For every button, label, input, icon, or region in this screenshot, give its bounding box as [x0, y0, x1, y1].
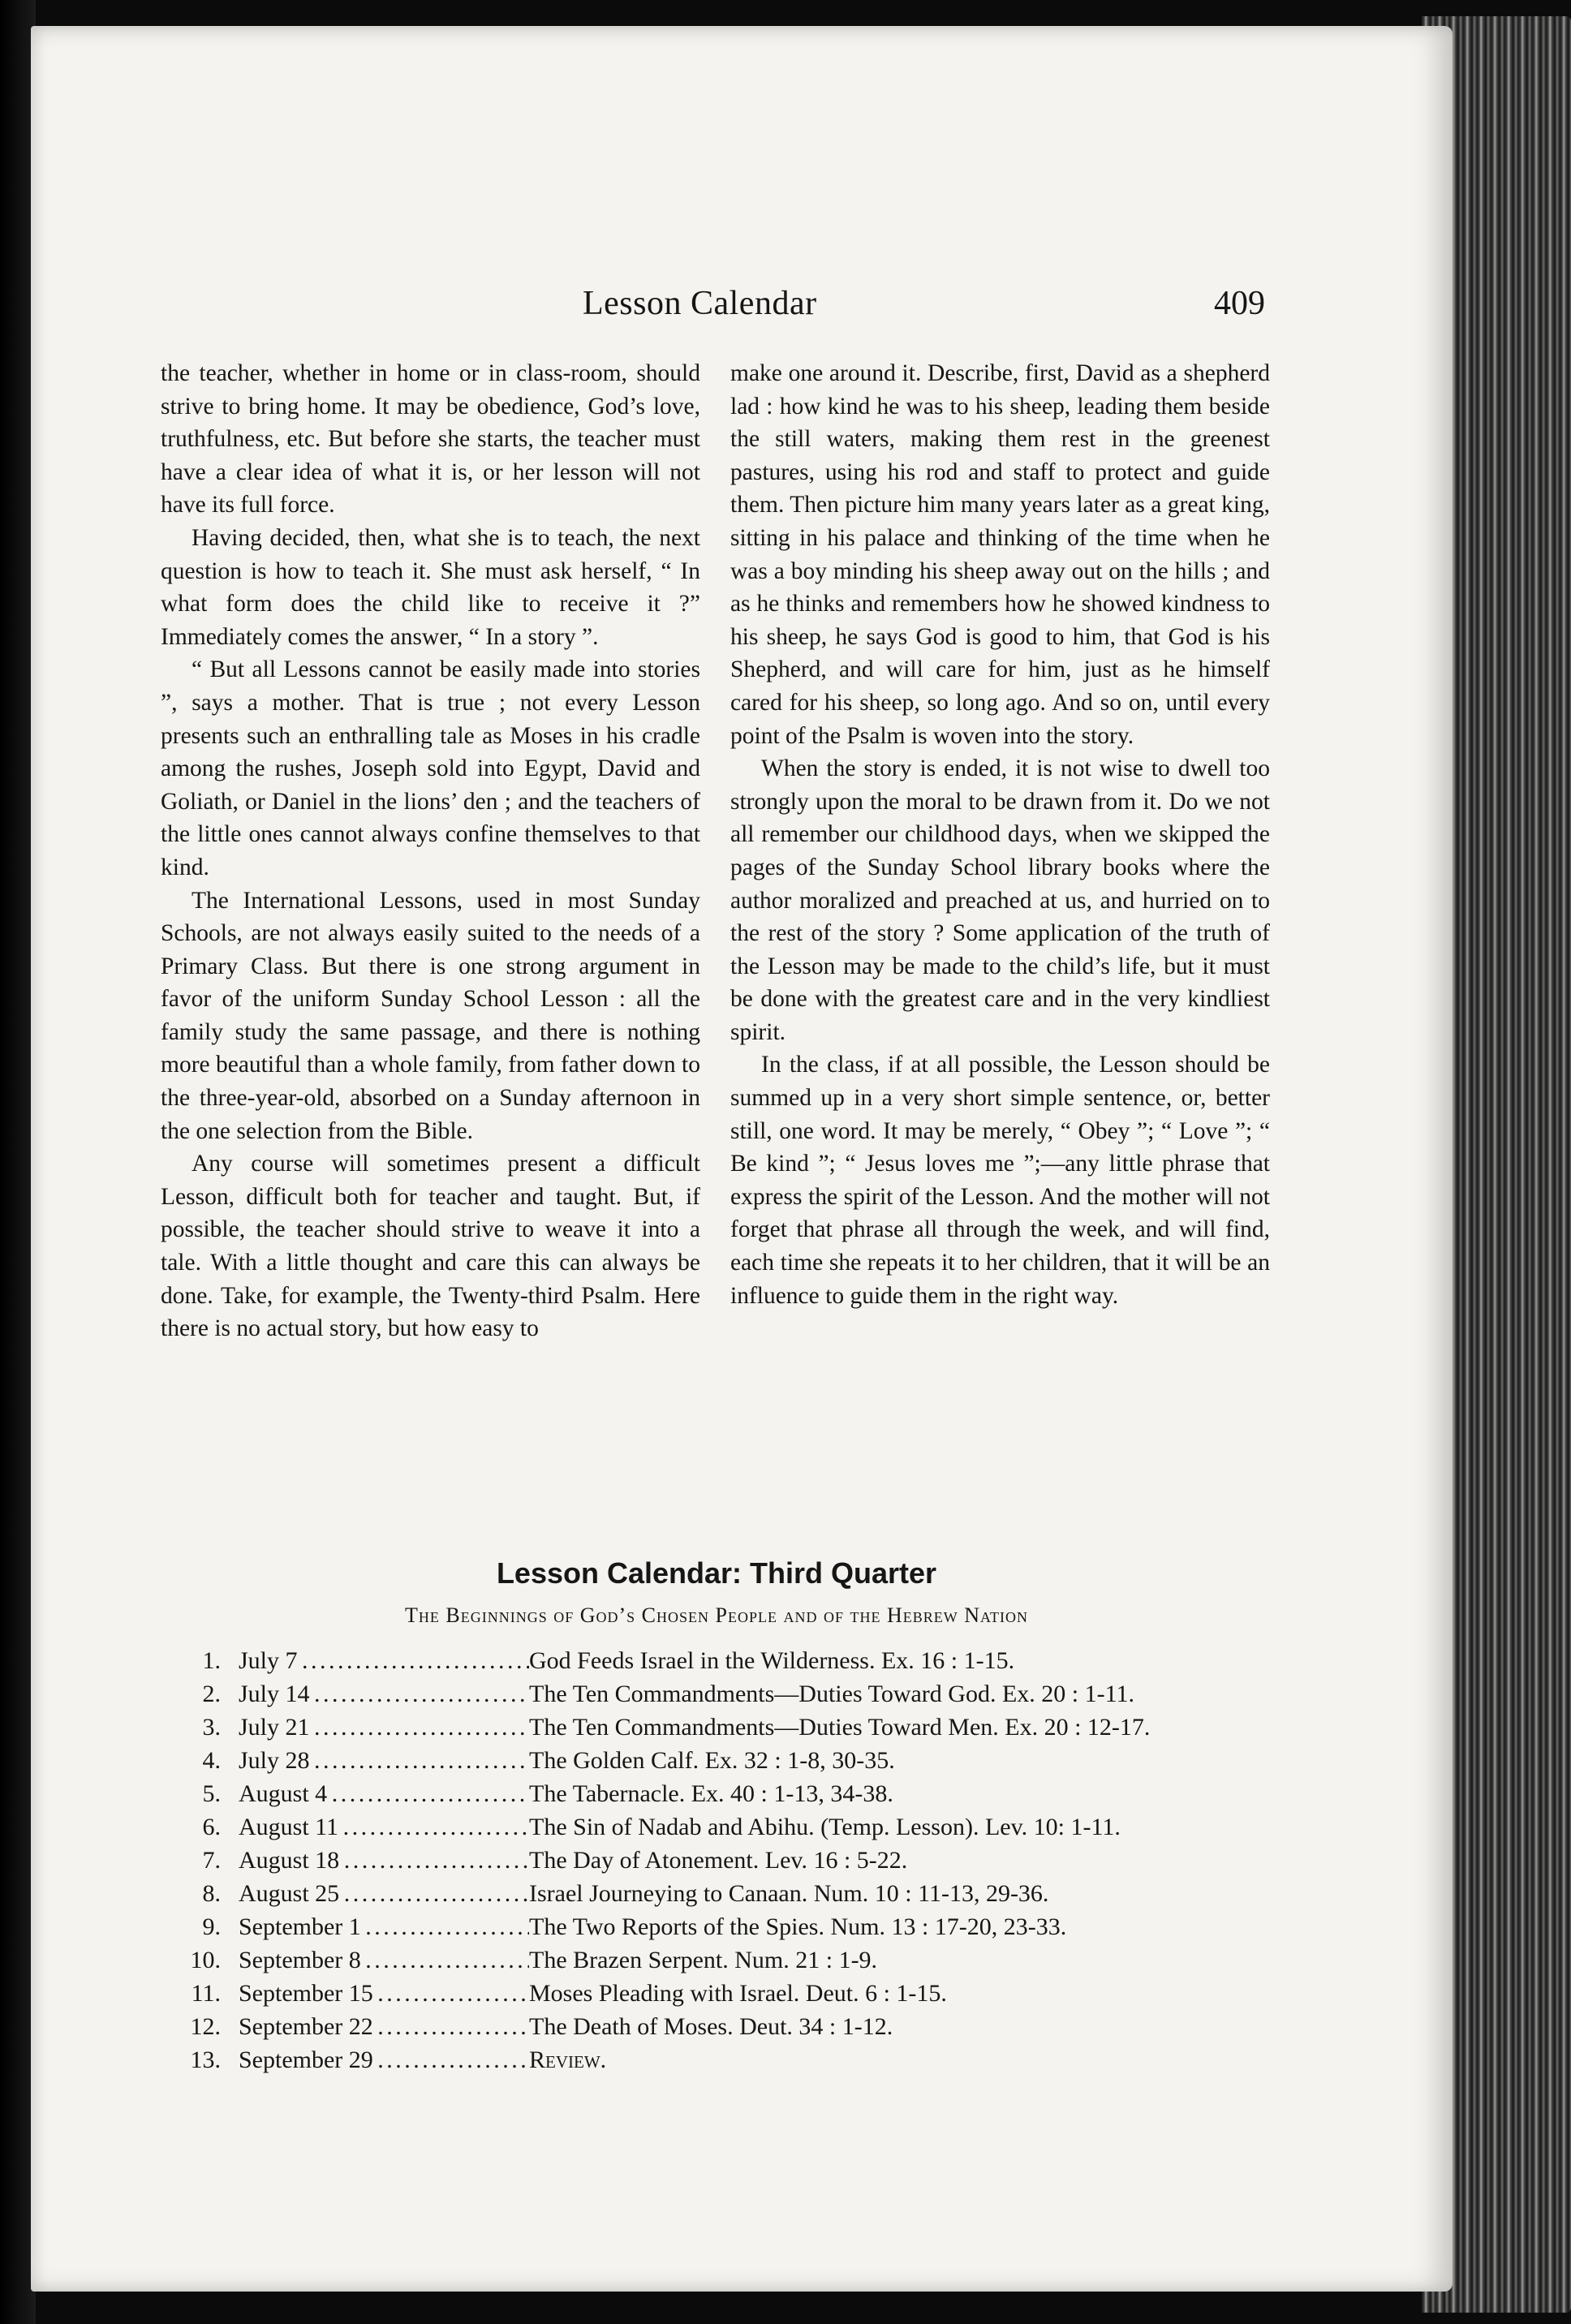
lesson-number: 8.	[202, 1880, 221, 1907]
lesson-subject: The Golden Calf. Ex. 32 : 1-8, 30-35.	[529, 1747, 895, 1774]
lesson-date: September 8 . . .	[239, 1943, 529, 1977]
lesson-number: 6.	[202, 1814, 221, 1840]
lesson-subject: The Brazen Serpent. Num. 21 : 1-9.	[529, 1947, 878, 1973]
list-item	[170, 1877, 1282, 1910]
lesson-number: 10.	[190, 1947, 221, 1973]
list-item	[170, 1644, 1282, 1677]
lesson-date: August 18 . . .	[239, 1844, 529, 1877]
lesson-date: August 25 . . .	[239, 1877, 529, 1910]
lesson-subject: The Ten Commandments—Duties Toward God. Ex. 20 : 1-11.	[529, 1681, 1134, 1707]
list-item	[170, 1910, 1282, 1943]
paragraph: Any course will sometimes present a difficult Lesson, difficult both for teacher and taught. But, if possible, the teacher should strive to weave it into a tale. With a little thought and care this can always be done. Take, for example, the Twenty-third Psalm. Here there is no actual story, but how easy to	[161, 1151, 700, 1342]
list-item	[170, 1810, 1282, 1844]
lesson-number: 2.	[202, 1681, 221, 1707]
list-item	[170, 2010, 1282, 2043]
paragraph: Having decided, then, what she is to teach, the next question is how to teach it. She must ask herself, “ In what form does the child like to receive it ?” Immediately comes the answer, “ In a story ”.	[161, 524, 700, 650]
list-item	[170, 1844, 1282, 1877]
lesson-subject: The Tabernacle. Ex. 40 : 1-13, 34-38.	[529, 1780, 893, 1807]
lesson-date: July 14 . . .	[239, 1677, 529, 1711]
lesson-subject: Israel Journeying to Canaan. Num. 10 : 11-13, 29-36.	[529, 1880, 1049, 1907]
list-item	[170, 1711, 1282, 1744]
lesson-number: 9.	[202, 1913, 221, 1940]
lesson-subject: The Death of Moses. Deut. 34 : 1-12.	[529, 2013, 893, 2040]
paragraph: When the story is ended, it is not wise to dwell too strongly upon the moral to be drawn from it. Do we not all remember our childhood days, when we skipped the pages of the Sunday School library books where the author moralized and preached at us, and hurried on to the rest of the story ? Some application of the truth of the Lesson may be made to the child’s life, but it must be done with the greatest care and in the very kindliest spirit.	[730, 755, 1270, 1045]
lesson-subject: The Ten Commandments—Duties Toward Men. Ex. 20 : 12-17.	[529, 1714, 1151, 1741]
lesson-date: July 28 . . .	[239, 1744, 529, 1777]
list-item	[170, 1677, 1282, 1711]
running-head: Lesson Calendar	[583, 285, 817, 322]
lesson-number: 12.	[190, 2013, 221, 2040]
lesson-date: July 7 . . .	[239, 1644, 529, 1677]
lesson-date: July 21 . . .	[239, 1711, 529, 1744]
list-item	[170, 1777, 1282, 1810]
lesson-number: 4.	[202, 1747, 221, 1774]
lesson-date: September 29 . . .	[239, 2043, 529, 2077]
lesson-calendar-list	[170, 1644, 1282, 2077]
lesson-subject: God Feeds Israel in the Wilderness. Ex. 16 : 1-15.	[529, 1647, 1015, 1674]
paragraph: “ But all Lessons cannot be easily made into stories ”, says a mother. That is true ; not every Lesson presents such an enthralling tale as Moses in his cradle among the rushes, Joseph sold into Egypt, David and Goliath, or Daniel in the lions’ den ; and the teachers of the little ones cannot always confine themselves to that kind.	[161, 656, 700, 880]
list-item	[170, 1744, 1282, 1777]
lesson-subject: The Two Reports of the Spies. Num. 13 : 17-20, 23-33.	[529, 1913, 1067, 1940]
calendar-subtitle: The Beginnings of God’s Chosen People and of the Hebrew Nation	[405, 1603, 1028, 1627]
list-item	[170, 1943, 1282, 1977]
paragraph: the teacher, whether in home or in class-room, should strive to bring home. It may be obedience, God’s love, truthfulness, etc. But before she starts, the teacher must have a clear idea of what it is, or her lesson will not have its full force.	[161, 360, 700, 519]
lesson-number: 3.	[202, 1714, 221, 1741]
paragraph: make one around it. Describe, first, David as a shepherd lad : how kind he was to his sheep, leading them beside the still waters, making them rest in the greenest pastures, using his rod and staff to protect and guide them. Then picture him many years later as a great king, sitting in his palace and thinking of the time when he was a boy minding his sheep away out on the hills ; and as he thinks and remembers how he showed kindness to his sheep, he says God is good to him, that God is his Shepherd, and will care for him, just as he himself cared for his sheep, so long ago. And so on, until every point of the Psalm is woven into the story.	[730, 360, 1270, 749]
lesson-number: 1.	[202, 1647, 221, 1674]
lesson-date: September 1 . . .	[239, 1910, 529, 1943]
page-number: 409	[1214, 285, 1265, 322]
lesson-number: 11.	[191, 1980, 221, 2007]
left-column	[161, 357, 700, 1345]
lesson-date: August 11 . . .	[239, 1810, 529, 1844]
right-column	[730, 357, 1270, 1312]
lesson-subject: Review.	[529, 2046, 607, 2073]
lesson-subject: The Sin of Nadab and Abihu. (Temp. Lesson). Lev. 10: 1-11.	[529, 1814, 1121, 1840]
book-page	[31, 26, 1453, 2292]
lesson-date: September 15 . . .	[239, 1977, 529, 2010]
calendar-title: Lesson Calendar: Third Quarter	[496, 1556, 937, 1590]
lesson-number: 5.	[202, 1780, 221, 1807]
paragraph: In the class, if at all possible, the Lesson should be summed up in a very short simple sentence, or, better still, one word. It may be merely, “ Obey ”; “ Love ”; “ Be kind ”; “ Jesus loves me ”;—any little phrase that express the spirit of the Lesson. And the mother will not forget that phrase all through the week, and will find, each time she repeats it to her children, that it will be an influence to guide them in the right way.	[730, 1052, 1270, 1309]
lesson-date: September 22 . . .	[239, 2010, 529, 2043]
list-item	[170, 2043, 1282, 2077]
lesson-number: 13.	[190, 2046, 221, 2073]
list-item	[170, 1977, 1282, 2010]
lesson-date: August 4 . . .	[239, 1777, 529, 1810]
paragraph: The International Lessons, used in most Sunday Schools, are not always easily suited to the needs of a Primary Class. But there is one strong argument in favor of the uniform Sunday School Lesson : all the family study the same passage, and there is nothing more beautiful than a whole family, from father down to the three-year-old, absorbed on a Sunday afternoon in the one selection from the Bible.	[161, 887, 700, 1144]
lesson-subject: Moses Pleading with Israel. Deut. 6 : 1-15.	[529, 1980, 947, 2007]
lesson-number: 7.	[202, 1847, 221, 1874]
lesson-subject: The Day of Atonement. Lev. 16 : 5-22.	[529, 1847, 908, 1874]
